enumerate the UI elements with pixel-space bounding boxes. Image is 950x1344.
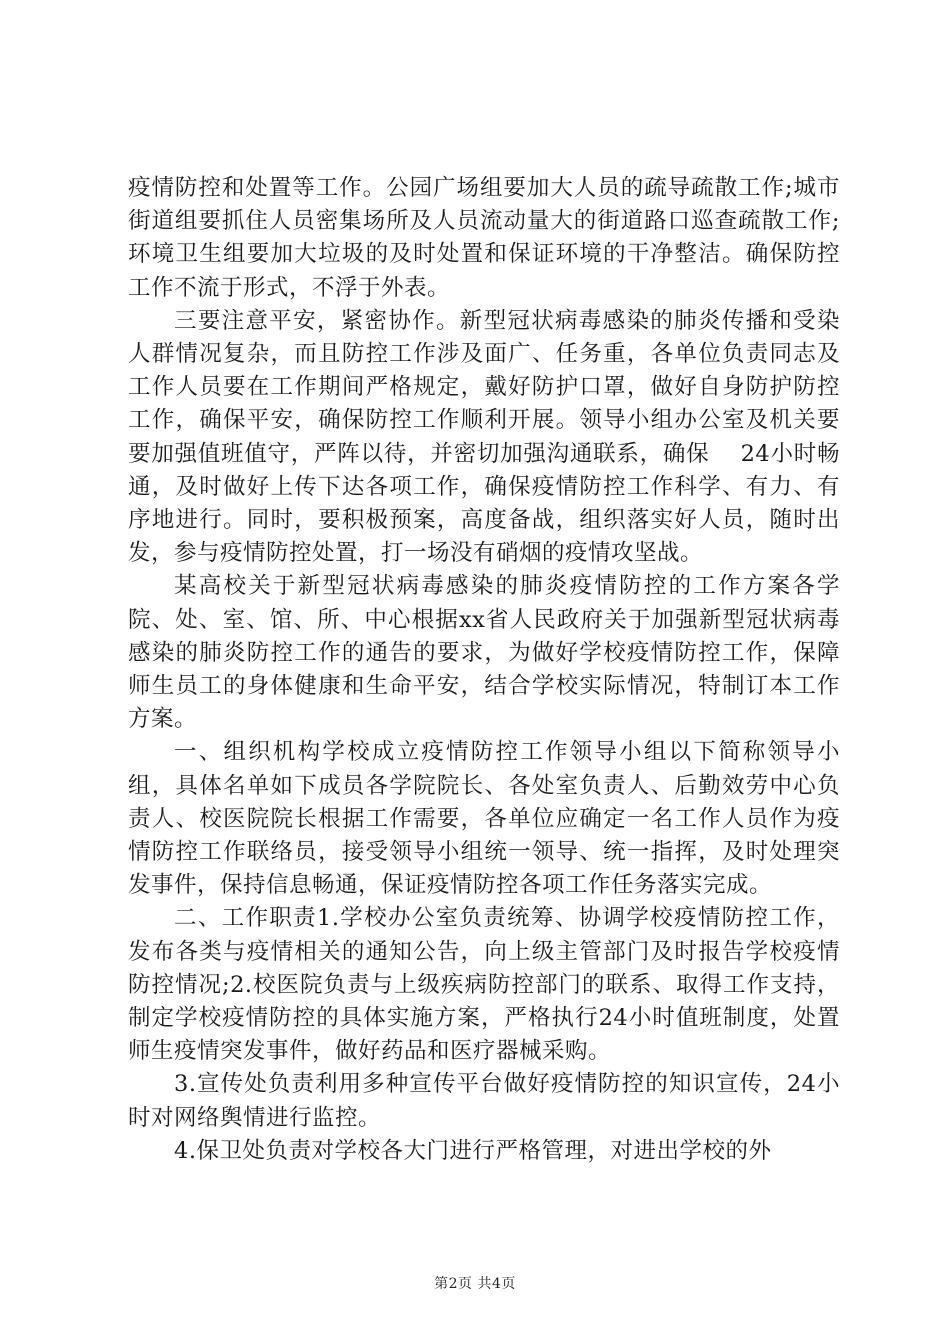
paragraph-organization: 一、组织机构学校成立疫情防控工作领导小组以下简称领导小组，具体名单如下成员各学院院长、各处室负责人、后勤效劳中心负责人、校医院院长根据工作需要，各单位应确定一名工作人员作为疫情防控工作联络员，接受领导小组统一领导、统一指挥，及时处理突发事件，保持信息畅通，保证疫情防控各项工作任务落实完成。	[128, 739, 840, 899]
paragraph-publicity-office: 3.宣传处负责利用多种宣传平台做好疫情防控的知识宣传，24小时对网络舆情进行监控。	[128, 1071, 840, 1131]
paragraph-continuation: 疫情防控和处置等工作。公园广场组要加大人员的疏导疏散工作;城市街道组要抓住人员密集场所及人员流动量大的街道路口巡查疏散工作;环境卫生组要加大垃圾的及时处置和保证环境的干净整洁。确保防控工作不流于形式，不浮于外表。	[128, 175, 840, 301]
document-body	[128, 172, 840, 1168]
paragraph-security-office: 4.保卫处负责对学校各大门进行严格管理，对进出学校的外	[174, 1137, 772, 1164]
paragraph-third-requirement: 三要注意平安，紧密协作。新型冠状病毒感染的肺炎传播和受染人群情况复杂，而且防控工作涉及面广、任务重，各单位负责同志及工作人员要在工作期间严格规定，戴好防护口罩，做好自身防护防控工作，确保平安，确保防控工作顺利开展。领导小组办公室及机关要要加强值班值守，严阵以待，并密切加强沟通联系，确保 24小时畅通，及时做好上传下达各项工作，确保疫情防控工作科学、有力、有序地进行。同时，要积极预案，高度备战，组织落实好人员，随时出发，参与疫情防控处置，打一场没有硝烟的疫情攻坚战。	[128, 307, 840, 567]
paragraph-duties: 二、工作职责1.学校办公室负责统筹、协调学校疫情防控工作，发布各类与疫情相关的通知公告，向上级主管部门及时报告学校疫情防控情况;2.校医院负责与上级疾病防控部门的联系、取得工作支持，制定学校疫情防控的具体实施方案，严格执行24小时值班制度，处置师生疫情突发事件，做好药品和医疗器械采购。	[128, 905, 840, 1065]
page-number-footer: 第2页 共4页	[434, 1276, 516, 1292]
paragraph-university-plan: 某高校关于新型冠状病毒感染的肺炎疫情防控的工作方案各学院、处、室、馆、所、中心根据xx省人民政府关于加强新型冠状病毒感染的肺炎防控工作的通告的要求，为做好学校疫情防控工作，保障师生员工的身体健康和生命平安，结合学校实际情况，特制订本工作方案。	[128, 573, 840, 733]
